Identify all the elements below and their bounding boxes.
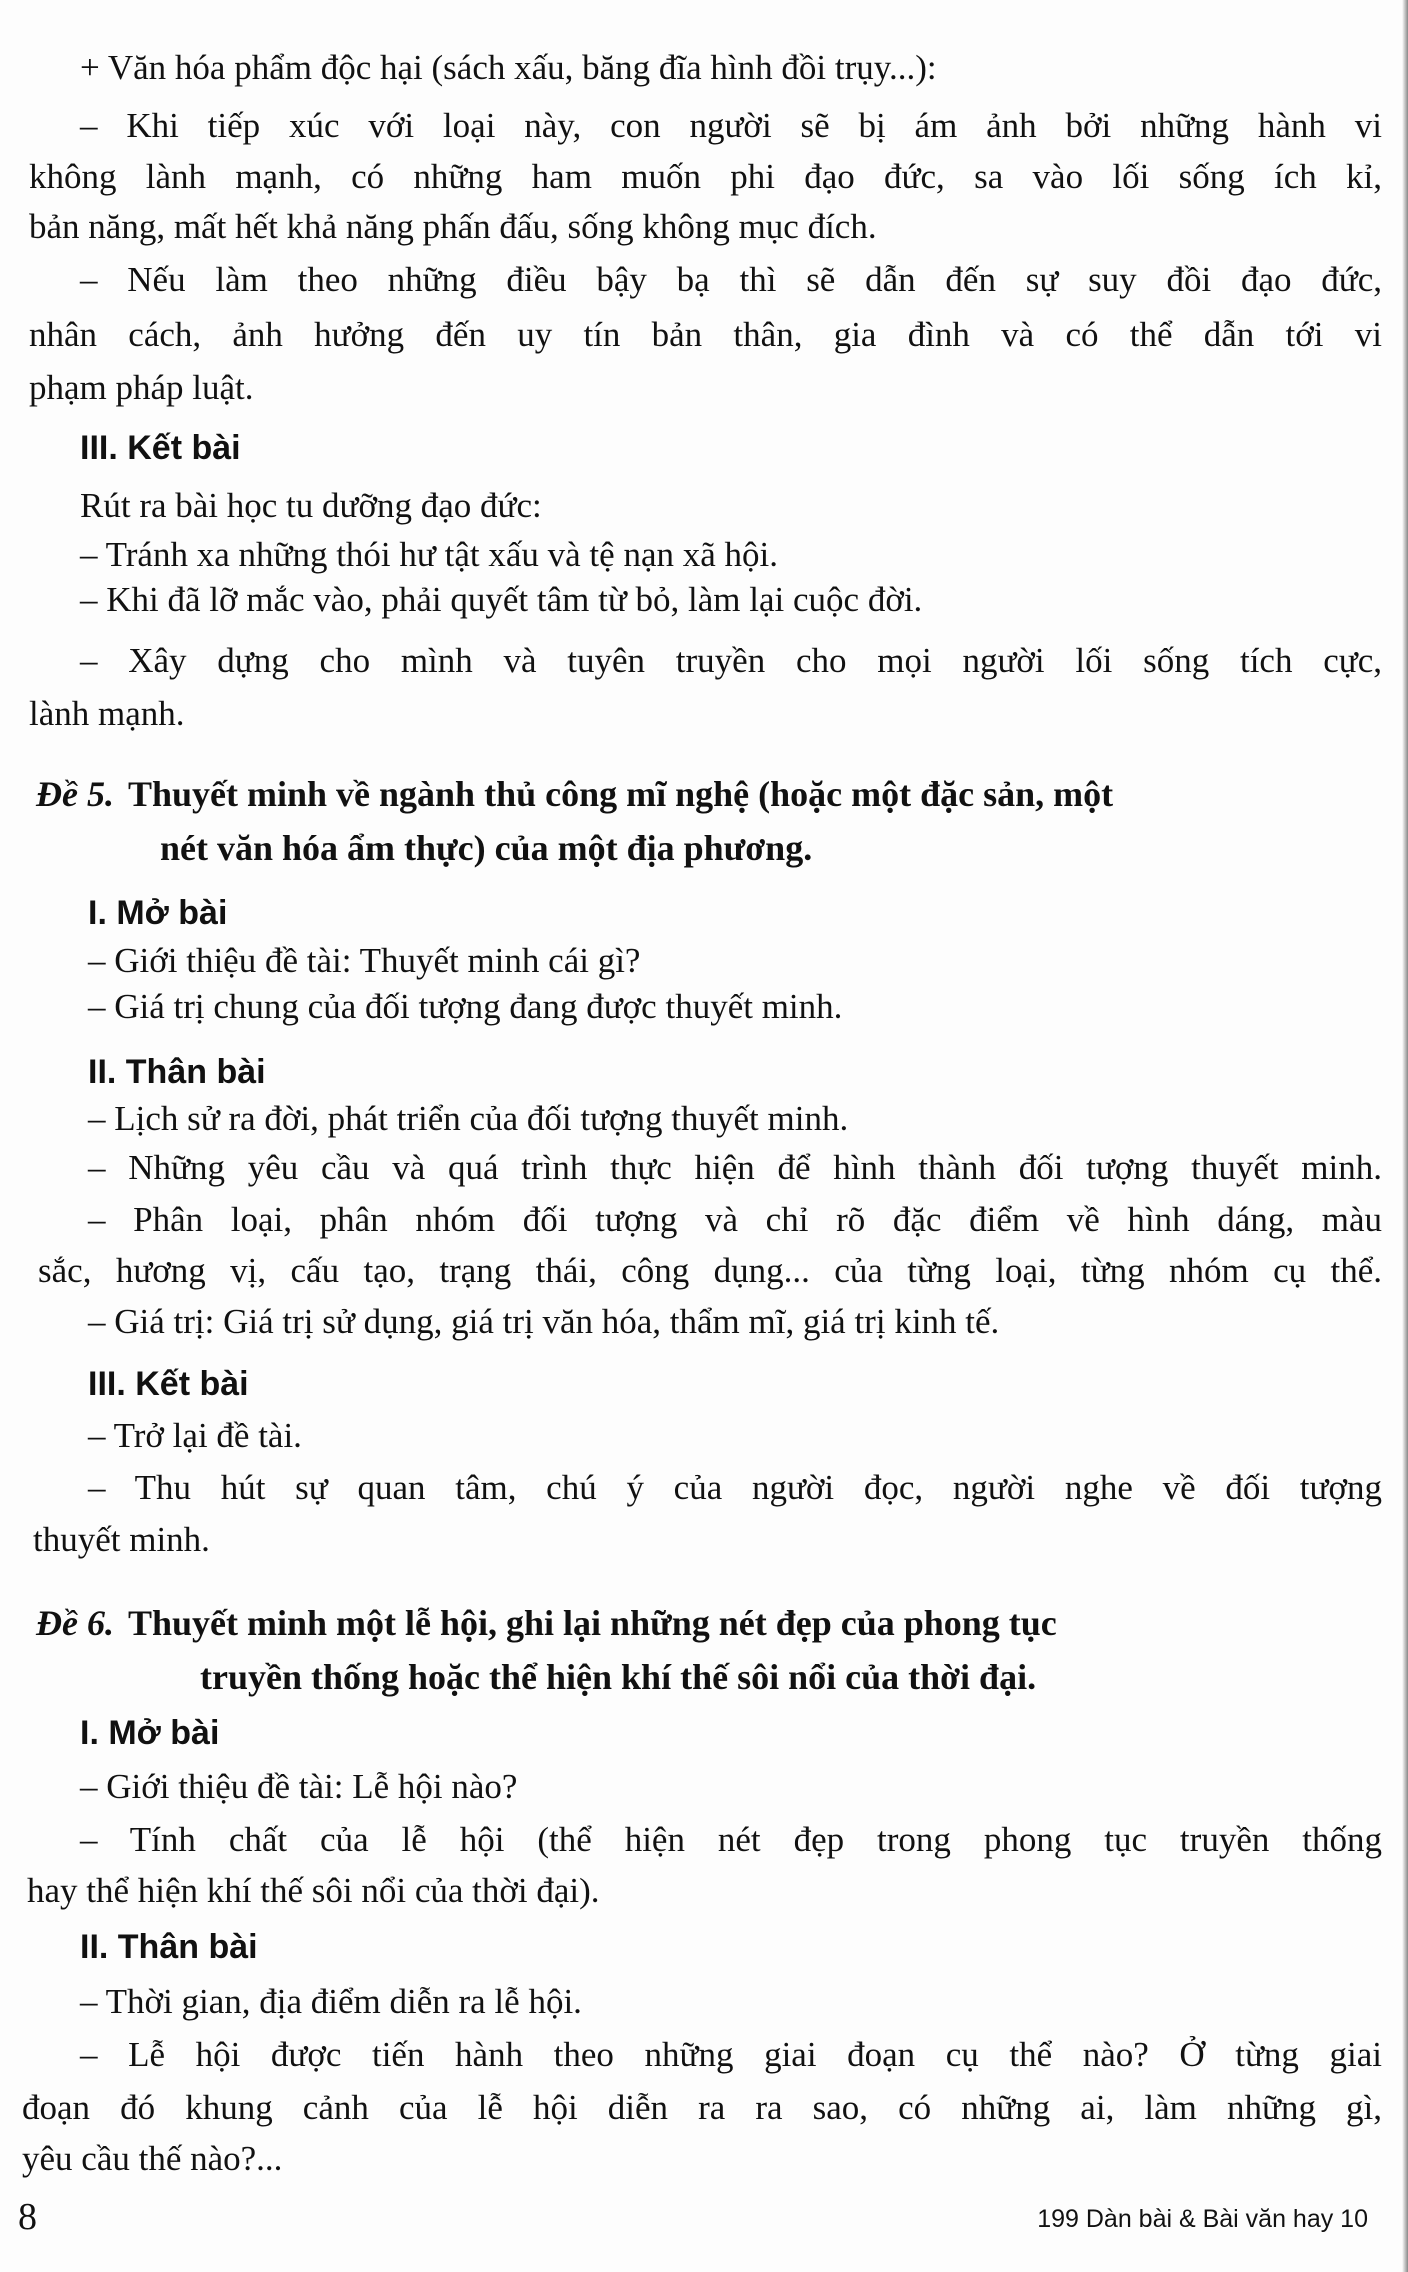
text-line: – Giá trị: Giá trị sử dụng, giá trị văn hóa, thẩm mĩ, giá trị kinh tế. bbox=[88, 1302, 1000, 1341]
topic-label: Đề 6. bbox=[36, 1603, 114, 1643]
page-number: 8 bbox=[18, 2196, 37, 2238]
text-line: phạm pháp luật. bbox=[29, 368, 254, 407]
section-heading: I. Mở bài bbox=[88, 894, 228, 932]
text-line: – Giá trị chung của đối tượng đang được thuyết minh. bbox=[88, 987, 843, 1026]
text-line: yêu cầu thế nào?... bbox=[22, 2139, 283, 2178]
text-line: sắc, hương vị, cấu tạo, trạng thái, công dụng... của từng loại, từng nhóm cụ thể. bbox=[38, 1251, 1382, 1290]
text-line: – Xây dựng cho mình và tuyên truyền cho mọi người lối sống tích cực, bbox=[80, 641, 1382, 680]
topic-title: nét văn hóa ẩm thực) của một địa phương. bbox=[160, 828, 813, 868]
text-line: – Giới thiệu đề tài: Lễ hội nào? bbox=[80, 1767, 518, 1806]
section-heading: III. Kết bài bbox=[80, 429, 241, 467]
text-line: – Tránh xa những thói hư tật xấu và tệ nạn xã hội. bbox=[80, 535, 778, 574]
text-line: bản năng, mất hết khả năng phấn đấu, sống không mục đích. bbox=[29, 207, 877, 246]
topic-title bbox=[36, 1596, 1057, 1650]
text-line: – Lịch sử ra đời, phát triển của đối tượng thuyết minh. bbox=[88, 1099, 849, 1138]
topic-title-text: Thuyết minh về ngành thủ công mĩ nghệ (hoặc một đặc sản, một bbox=[127, 774, 1114, 814]
topic-title bbox=[36, 767, 1113, 821]
text-line: thuyết minh. bbox=[33, 1520, 210, 1559]
text-line: nhân cách, ảnh hưởng đến uy tín bản thân, gia đình và có thể dẫn tới vi bbox=[29, 315, 1382, 354]
text-line: – Phân loại, phân nhóm đối tượng và chỉ rõ đặc điểm về hình dáng, màu bbox=[88, 1200, 1382, 1239]
page-edge-shadow bbox=[1402, 0, 1408, 2272]
text-line: – Thời gian, địa điểm diễn ra lễ hội. bbox=[80, 1982, 582, 2021]
text-line: – Những yêu cầu và quá trình thực hiện để hình thành đối tượng thuyết minh. bbox=[88, 1148, 1382, 1187]
text-line: + Văn hóa phẩm độc hại (sách xấu, băng đĩa hình đồi trụy...): bbox=[80, 48, 937, 87]
text-line: – Khi đã lỡ mắc vào, phải quyết tâm từ bỏ, làm lại cuộc đời. bbox=[80, 580, 923, 619]
text-line: – Khi tiếp xúc với loại này, con người sẽ bị ám ảnh bởi những hành vi bbox=[80, 106, 1382, 145]
section-heading: I. Mở bài bbox=[80, 1714, 220, 1752]
text-line: Rút ra bài học tu dưỡng đạo đức: bbox=[80, 486, 542, 525]
book-title: 199 Dàn bài & Bài văn hay 10 bbox=[1037, 2205, 1368, 2233]
text-line: hay thể hiện khí thế sôi nổi của thời đại). bbox=[27, 1871, 600, 1910]
topic-label: Đề 5. bbox=[36, 774, 114, 814]
section-heading: II. Thân bài bbox=[80, 1928, 258, 1966]
text-line: – Thu hút sự quan tâm, chú ý của người đọc, người nghe về đối tượng bbox=[88, 1468, 1382, 1507]
topic-title-text: Thuyết minh một lễ hội, ghi lại những nét đẹp của phong tục bbox=[127, 1603, 1057, 1643]
text-line: – Lễ hội được tiến hành theo những giai đoạn cụ thể nào? Ở từng giai bbox=[80, 2035, 1382, 2074]
text-line: lành mạnh. bbox=[29, 694, 185, 733]
section-heading: II. Thân bài bbox=[88, 1053, 266, 1091]
text-line: không lành mạnh, có những ham muốn phi đạo đức, sa vào lối sống ích kỉ, bbox=[29, 157, 1382, 196]
text-line: – Tính chất của lễ hội (thể hiện nét đẹp trong phong tục truyền thống bbox=[80, 1820, 1382, 1859]
section-heading: III. Kết bài bbox=[88, 1365, 249, 1403]
text-line: – Trở lại đề tài. bbox=[88, 1416, 302, 1455]
text-line: – Giới thiệu đề tài: Thuyết minh cái gì? bbox=[88, 941, 641, 980]
text-line: đoạn đó khung cảnh của lễ hội diễn ra ra sao, có những ai, làm những gì, bbox=[22, 2088, 1382, 2127]
topic-title: truyền thống hoặc thể hiện khí thế sôi nổi của thời đại. bbox=[200, 1657, 1037, 1697]
text-line: – Nếu làm theo những điều bậy bạ thì sẽ dẫn đến sự suy đồi đạo đức, bbox=[80, 260, 1382, 299]
